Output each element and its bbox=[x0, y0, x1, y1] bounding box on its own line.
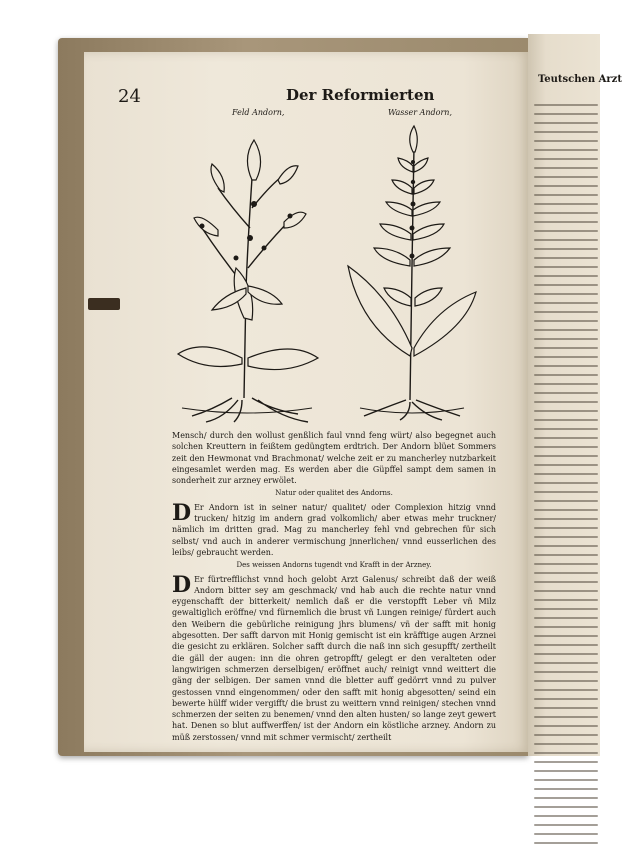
drop-cap: D bbox=[172, 571, 192, 598]
body-text bbox=[172, 430, 496, 745]
bookmark-tab bbox=[88, 298, 120, 310]
illustration-caption-1: Feld Andorn, bbox=[232, 108, 285, 117]
paragraph-3-text: Er fürtrefflichst vnnd hoch gelobt Arzt Galenus/ schreibt daß der weiß Andorn bitter sey am geschmack/ vnd hab auch die rechte natur vnnd eygenschafft der bitterkeit/ nemlich daß er die verstopfft Leber vñ Milz gewaltiglich eröffne/ vnd fürnemlich die brust vñ Lungen reinige/ fürdert auch den Weibern die gebürliche reinigung jhrs blumens/ vñ der safft mit honig abgesotten. Der safft darvon mit Honig gemischt ist ein kräfftige augen Arznei die gesicht zu erklären. Solcher safft durch die naß inn sich gesupfft/ zertheilt die gäll der augen: inn die ohren getropfft/ gelegt er den veralteten oder langwirigen schmerzen derselbigen/ eröffnet auch/ reinigt vnnd weittert die gäng der selbigen. Der samen vnnd die bletter auff gedörrt vnnd zu pulver gestossen vnnd eingenommen/ oder den safft mit honig abgesotten/ seind ein bewerte hülff wider vergifft/ die brust zu weittern vnnd reinigen/ stechen vnnd schmerzen der seiten zu benemen/ vnnd den alten husten/ so lange zeyt gewert hat. Denen so blut auffwerffen/ ist der Andorn ein köstliche arzney. Andorn zu müß zerstossen/ vnnd mit schmer vermischt/ zertheilt bbox=[172, 574, 496, 742]
paragraph-2 bbox=[172, 499, 496, 558]
section-heading-virtue: Des weissen Andorns tugendt vnd Krafft in der Arzney. bbox=[236, 561, 432, 570]
page-number: 24 bbox=[118, 86, 141, 107]
right-page-head: Teutschen Arzt bbox=[538, 74, 622, 85]
plant-woodcut-icon bbox=[340, 116, 482, 422]
right-page bbox=[528, 34, 622, 756]
section-heading-nature: Natur oder qualitet des Andorns. bbox=[275, 489, 393, 498]
drop-cap: D bbox=[172, 499, 192, 526]
running-head: Der Reformierten bbox=[286, 86, 435, 104]
paragraph-2-text: Er Andorn ist in seiner natur/ qualitet/ oder Complexion hitzig vnnd trucken/ hitzig im andern grad volkomlich/ aber etwas mehr truckner/ nämlich im dritten grad. Mag zu mancherley fehl vnd gebrechen für sich selbst/ vnd auch in anderer vermischung jnnerlichen/ vnnd eusserlichen des leibs/ gebraucht werden. bbox=[172, 502, 496, 557]
illustration-caption-2: Wasser Andorn, bbox=[388, 108, 452, 117]
plant-woodcut-icon bbox=[172, 118, 322, 424]
paragraph-3 bbox=[172, 571, 496, 743]
paragraph-1: Mensch/ durch den wollust genßlich faul vnnd feng würt/ also begegnet auch solchen Kreuttern in feißtem gedüngtem erdtrich. Der Andorn blüet Sommers zeit den Hewmonat vnd Brachmonat/ welche zeit er zu mancherley nutzbarkeit eingesamlet werden mag. Es werden aber die Güpffel sampt dem samen in sonderheit zur arzney erwölet. bbox=[172, 431, 496, 486]
right-page-text-lines bbox=[534, 104, 598, 851]
